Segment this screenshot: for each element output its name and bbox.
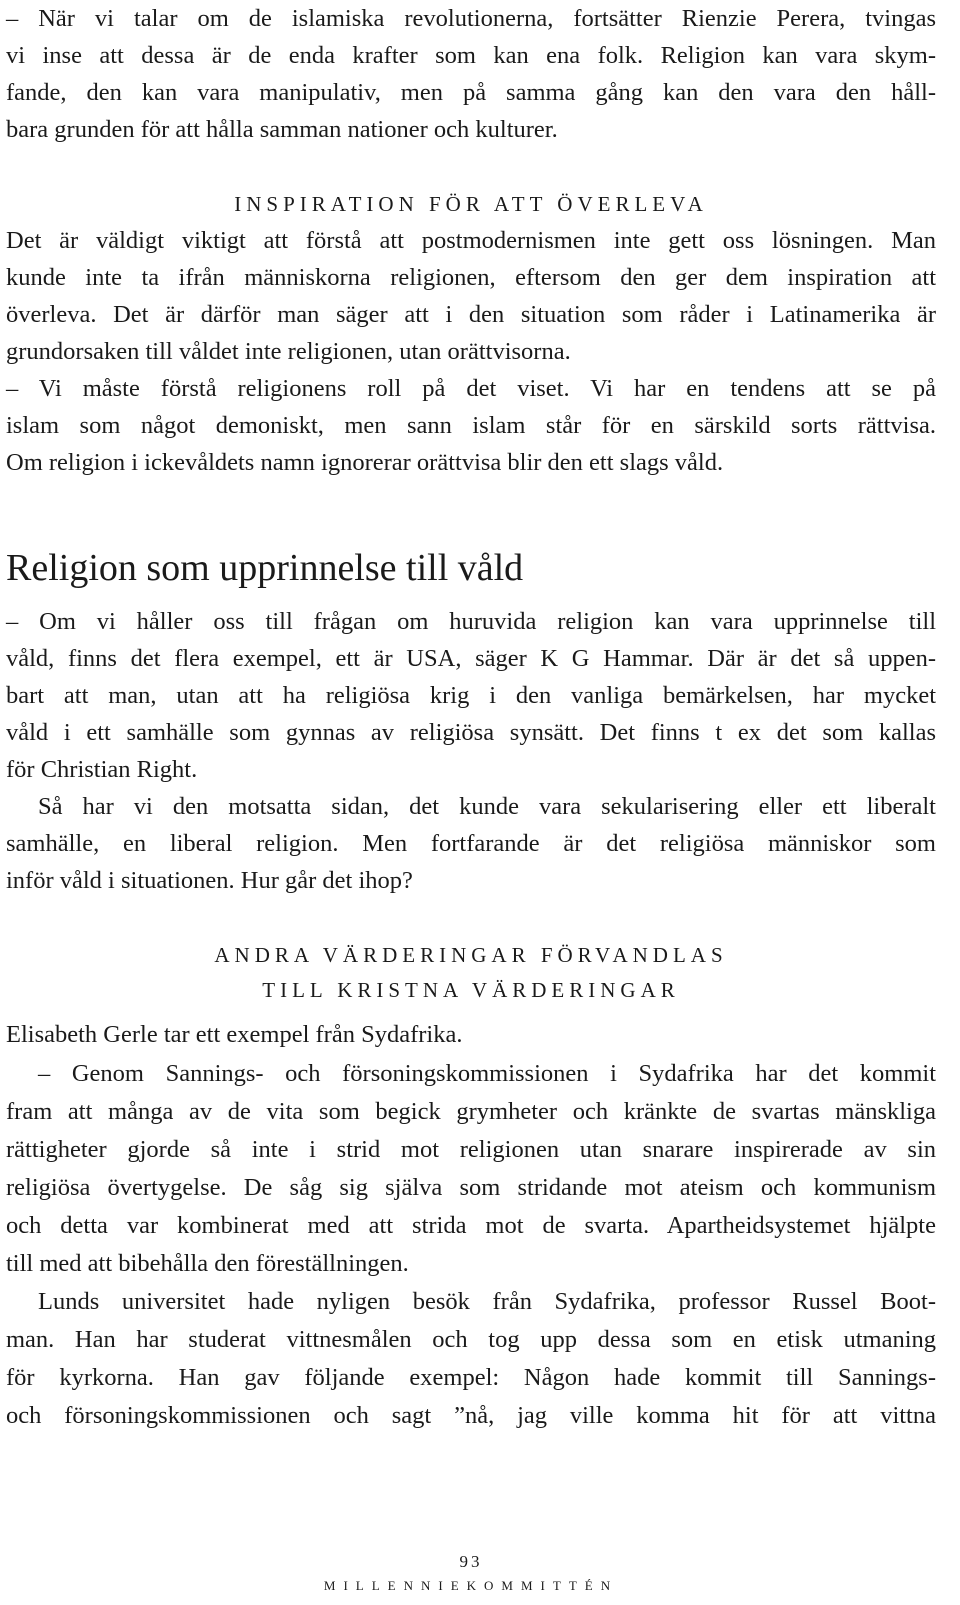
text-line: rättigheter gjorde så inte i strid mot religionen utan snarare inspirerade av sin (6, 1136, 936, 1163)
text-line: för Christian Right. (6, 756, 198, 783)
text-line: överleva. Det är därför man säger att i den situation som råder i Latinamerika är (6, 301, 936, 328)
text-line: våld, finns det flera exempel, ett är USA, säger K G Hammar. Där är det så uppen- (6, 645, 936, 672)
section-heading-andra-line2: TILL KRISTNA VÄRDERINGAR (262, 978, 680, 1002)
text-line: inför våld i situationen. Hur går det ihop? (6, 867, 413, 894)
text-line: för kyrkorna. Han gav följande exempel: Någon hade kommit till Sannings- (6, 1364, 936, 1391)
page-number: 93 (459, 1552, 483, 1571)
text-line: bart att man, utan att ha religiösa krig i den vanliga bemärkelsen, har mycket (6, 682, 936, 709)
text-line: och detta var kombinerat med att strida mot de svarta. Apartheidsystemet hjälpte (6, 1212, 936, 1239)
text-line: man. Han har studerat vittnesmålen och tog upp dessa som en etisk utmaning (6, 1326, 936, 1353)
text-line: – När vi talar om de islamiska revolutionerna, fortsätter Rienzie Perera, tvingas (6, 5, 936, 32)
text-line: våld i ett samhälle som gynnas av religiösa synsätt. Det finns t ex det som kallas (6, 719, 936, 746)
publication-name: MILLENNIEKOMMITTÉN (323, 1578, 619, 1593)
chapter-heading-religion: Religion som upprinnelse till våld (6, 547, 524, 589)
text-line: islam som något demoniskt, men sann islam står för en särskild sorts rättvisa. (6, 412, 936, 439)
text-line: bara grunden för att hålla samman nationer och kulturer. (6, 116, 558, 143)
text-line: samhälle, en liberal religion. Men fortfarande är det religiösa människor som (6, 830, 936, 857)
text-line: Om religion i ickevåldets namn ignorerar orättvisa blir den ett slags våld. (6, 449, 724, 476)
text-line: – Om vi håller oss till frågan om huruvida religion kan vara upprinnelse till (6, 608, 936, 635)
text-line: religiösa övertygelse. De såg sig själva som stridande mot ateism och kommunism (6, 1174, 936, 1201)
text-line: – Vi måste förstå religionens roll på det viset. Vi har en tendens att se på (6, 375, 936, 402)
text-line: kunde inte ta ifrån människorna religionen, eftersom den ger dem inspiration att (6, 264, 936, 291)
text-line: – Genom Sannings- och försoningskommissionen i Sydafrika har det kommit (38, 1060, 936, 1087)
text-line: grundorsaken till våldet inte religionen, utan orättvisorna. (6, 338, 571, 365)
text-line: och försoningskommissionen och sagt ”nå, jag ville komma hit för att vittna (6, 1402, 936, 1429)
text-line: fram att många av de vita som begick grymheter och kränkte de svartas mänskliga (6, 1098, 936, 1125)
text-line: vi inse att dessa är de enda krafter som kan ena folk. Religion kan vara skym- (6, 42, 936, 69)
text-line: Det är väldigt viktigt att förstå att postmodernismen inte gett oss lösningen. Man (6, 227, 936, 254)
text-line: Elisabeth Gerle tar ett exempel från Sydafrika. (6, 1021, 463, 1048)
text-line: fande, den kan vara manipulativ, men på samma gång kan den vara den håll- (6, 79, 936, 106)
section-heading-andra-line1: ANDRA VÄRDERINGAR FÖRVANDLAS (214, 943, 728, 967)
text-line: till med att bibehålla den föreställningen. (6, 1250, 409, 1277)
section-heading-inspiration: INSPIRATION FÖR ATT ÖVERLEVA (234, 192, 708, 216)
text-line: Så har vi den motsatta sidan, det kunde vara sekularisering eller ett liberalt (38, 793, 936, 820)
text-line: Lunds universitet hade nyligen besök från Sydafrika, professor Russel Boot- (38, 1288, 936, 1315)
